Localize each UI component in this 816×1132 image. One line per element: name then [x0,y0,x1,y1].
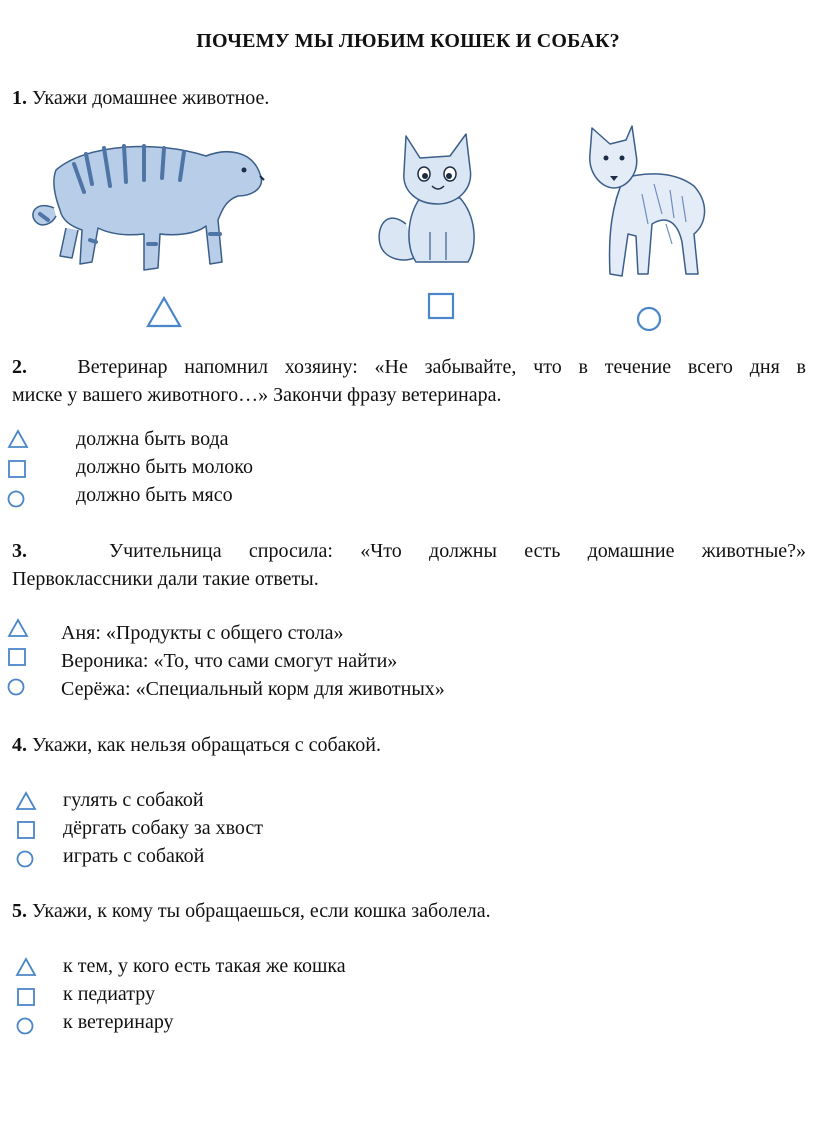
option-text: должна быть вода [76,428,229,450]
circle-marker[interactable] [7,678,25,696]
question-text: Укажи, к кому ты обращаешься, если кошка заболела. [32,900,491,922]
option-text: гулять с собакой [63,789,204,811]
question-1 [12,84,269,112]
triangle-marker[interactable] [16,792,36,810]
question-number: 1. [12,87,27,109]
question-number: 3. [12,540,27,562]
circle-marker[interactable] [7,490,25,508]
triangle-marker[interactable] [8,619,28,637]
question-3 [12,537,806,593]
question-text-line-1: Учительница спросила: «Что должны есть домашние животные?» [108,540,807,562]
question-4 [12,731,381,759]
option-text: Серёжа: «Специальный корм для животных» [61,678,445,700]
question-text-line-2: Первоклассники дали такие ответы. [12,568,319,590]
question-number: 2. [12,356,27,378]
option-text: Аня: «Продукты с общего стола» [61,622,344,644]
page-title: ПОЧЕМУ МЫ ЛЮБИМ КОШЕК И СОБАК? [196,30,620,52]
square-marker[interactable] [17,988,35,1006]
question-number: 4. [12,734,27,756]
question-number: 5. [12,900,27,922]
question-text: Укажи домашнее животное. [32,87,270,109]
question-text-line-1: Ветеринар напомнил хозяину: «Не забывайте, что в течение всего дня в [77,356,806,378]
option-text: должно быть мясо [76,484,233,506]
option-text: к ветеринару [63,1011,174,1033]
cat-illustration [376,128,496,268]
square-marker[interactable] [8,460,26,478]
question-3-line-1 [12,537,806,565]
tiger-triangle-marker[interactable] [146,296,182,328]
square-marker[interactable] [17,821,35,839]
wolf-circle-marker[interactable] [636,306,662,332]
question-text-line-2: миске у вашего животного…» Закончи фразу ветеринара. [12,384,502,406]
question-5 [12,897,491,925]
option-text: дёргать собаку за хвост [63,817,264,839]
tiger-illustration [26,130,266,280]
question-2 [12,353,806,409]
option-text: Вероника: «То, что сами смогут найти» [61,650,398,672]
circle-marker[interactable] [16,1017,34,1035]
cat-square-marker[interactable] [427,292,455,320]
option-text: должно быть молоко [76,456,253,478]
triangle-marker[interactable] [16,958,36,976]
wolf-illustration [582,124,716,284]
option-text: к педиатру [63,983,155,1005]
triangle-marker[interactable] [8,430,28,448]
question-2-line-1 [12,353,806,381]
circle-marker[interactable] [16,850,34,868]
option-text: играть с собакой [63,845,205,867]
square-marker[interactable] [8,648,26,666]
question-text: Укажи, как нельзя обращаться с собакой. [32,734,381,756]
option-text: к тем, у кого есть такая же кошка [63,955,346,977]
